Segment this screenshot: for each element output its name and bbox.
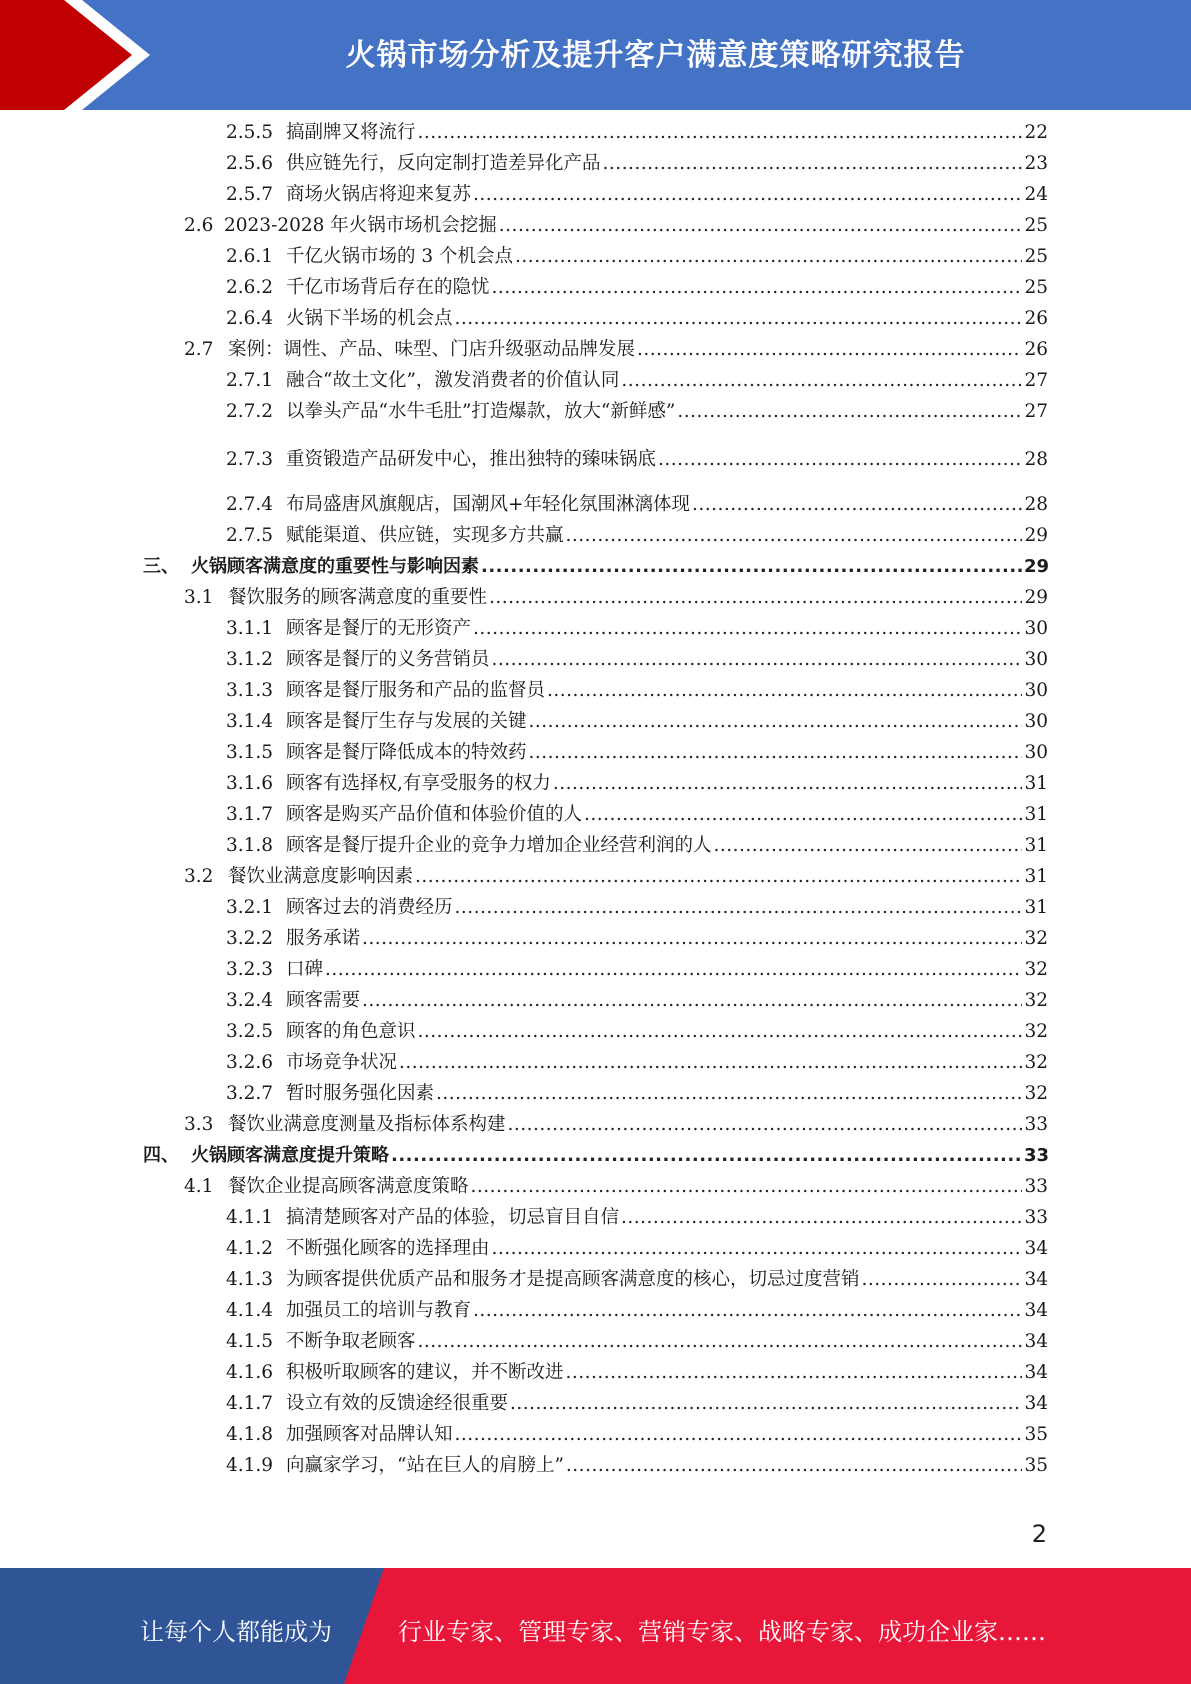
toc-entry[interactable]: [226, 1387, 1048, 1415]
toc-entry-number: 3.1.2: [226, 649, 274, 670]
toc-entry-page: 30: [1024, 742, 1048, 763]
toc-entry-page: 34: [1024, 1362, 1048, 1383]
toc-entry-number: 2.5.7: [226, 184, 274, 205]
toc-entry-number: 2.5.6: [226, 153, 274, 174]
toc-entry[interactable]: [226, 891, 1048, 919]
toc-entry-page: 29: [1024, 587, 1048, 608]
toc-entry-title: 供应链先行，反向定制打造差异化产品: [286, 153, 601, 174]
toc-leader-dots: [492, 649, 1022, 671]
toc-leader-dots: [391, 1145, 1022, 1167]
toc-entry-number: 4.1: [184, 1176, 214, 1197]
toc-entry-title: 融合“故土文化”，激发消费者的价值认同: [286, 370, 620, 391]
toc-entry-title: 口碑: [286, 959, 324, 980]
toc-entry-page: 25: [1024, 277, 1048, 298]
toc-entry-title: 加强员工的培训与教育: [286, 1300, 472, 1321]
toc-leader-dots: [473, 618, 1022, 640]
toc-leader-dots: [621, 370, 1022, 392]
toc-entry-title: 火锅顾客满意度提升策略: [191, 1145, 389, 1166]
toc-entry-title: 重资锻造产品研发中心，推出独特的臻味锅底: [286, 449, 657, 470]
toc-entry[interactable]: [226, 395, 1048, 423]
toc-entry-title: 积极听取顾客的建议，并不断改进: [286, 1362, 564, 1383]
toc-entry-page: 32: [1024, 959, 1048, 980]
toc-entry-number: 3.2.4: [226, 990, 274, 1011]
toc-entry[interactable]: [226, 488, 1048, 516]
toc-leader-dots: [481, 556, 1022, 578]
toc-entry-number: 3.2.3: [226, 959, 274, 980]
toc-entry-page: 34: [1024, 1393, 1048, 1414]
toc-entry[interactable]: [143, 550, 1048, 578]
toc-entry-title: 加强顾客对品牌认知: [286, 1424, 453, 1445]
toc-entry-title: 暂时服务强化因素: [286, 1083, 435, 1104]
toc-entry-title: 服务承诺: [286, 928, 361, 949]
toc-leader-dots: [566, 1362, 1022, 1384]
toc-entry-page: 28: [1024, 494, 1048, 515]
toc-entry-number: 3.1.3: [226, 680, 274, 701]
toc-entry[interactable]: [184, 1170, 1048, 1198]
toc-entry-number: 2.7.2: [226, 401, 274, 422]
toc-entry-page: 34: [1024, 1238, 1048, 1259]
toc-entry[interactable]: [226, 364, 1048, 392]
toc-entry-title: 顾客是餐厅提升企业的竞争力增加企业经营利润的人: [286, 835, 712, 856]
toc-entry-page: 33: [1024, 1207, 1048, 1228]
toc-leader-dots: [415, 866, 1022, 888]
toc-entry-title: 顾客过去的消费经历: [286, 897, 453, 918]
toc-entry-title: 不断强化顾客的选择理由: [286, 1238, 490, 1259]
toc-leader-dots: [489, 587, 1022, 609]
toc-entry-number: 4.1.2: [226, 1238, 274, 1259]
toc-entry[interactable]: [226, 519, 1048, 547]
toc-entry-title: 千亿火锅市场的 3 个机会点: [286, 246, 514, 267]
toc-entry-number: 4.1.3: [226, 1269, 274, 1290]
toc-entry[interactable]: [226, 1325, 1048, 1353]
toc-entry[interactable]: [226, 1356, 1048, 1384]
toc-entry-number: 3.1.6: [226, 773, 274, 794]
toc-entry-title: 顾客是购买产品价值和体验价值的人: [286, 804, 583, 825]
toc-entry-page: 35: [1024, 1455, 1048, 1476]
toc-entry-page: 29: [1024, 525, 1048, 546]
toc-entry-title: 餐饮服务的顾客满意度的重要性: [228, 587, 488, 608]
toc-entry-title: 案例：调性、产品、味型、门店升级驱动品牌发展: [228, 339, 636, 360]
footer-slogan-right: 行业专家、管理专家、营销专家、战略专家、成功企业家……: [398, 1618, 1046, 1646]
toc-leader-dots: [677, 401, 1022, 423]
toc-entry-page: 32: [1024, 1021, 1048, 1042]
toc-entry-number: 2.7: [184, 339, 214, 360]
toc-entry[interactable]: [184, 860, 1048, 888]
toc-entry[interactable]: [226, 443, 1048, 471]
toc-entry-page: 27: [1024, 370, 1048, 391]
toc-entry[interactable]: [226, 147, 1048, 175]
toc-entry-page: 25: [1024, 215, 1048, 236]
toc-entry-title: 以拳头产品“水牛毛肚”打造爆款，放大“新鲜感”: [286, 401, 676, 422]
toc-entry-title: 商场火锅店将迎来复苏: [286, 184, 472, 205]
toc-entry[interactable]: [226, 736, 1048, 764]
toc-leader-dots: [547, 680, 1022, 702]
toc-entry-number: 4.1.7: [226, 1393, 274, 1414]
toc-entry[interactable]: [226, 767, 1048, 795]
toc-leader-dots: [473, 184, 1022, 206]
toc-entry[interactable]: [226, 922, 1048, 950]
toc-entry-number: 2.6.1: [226, 246, 274, 267]
toc-leader-dots: [362, 990, 1022, 1012]
toc-leader-dots: [584, 804, 1022, 826]
toc-entry-number: 2.7.1: [226, 370, 274, 391]
toc-leader-dots: [508, 1114, 1022, 1136]
toc-leader-dots: [529, 742, 1022, 764]
toc-entry-title: 餐饮企业提高顾客满意度策略: [228, 1176, 469, 1197]
toc-entry-title: 顾客的角色意识: [286, 1021, 416, 1042]
toc-entry-page: 31: [1024, 897, 1048, 918]
toc-leader-dots: [418, 1021, 1022, 1043]
toc-entry-number: 2.5.5: [226, 122, 274, 143]
toc-entry[interactable]: [226, 1077, 1048, 1105]
toc-entry-title: 赋能渠道、供应链，实现多方共赢: [286, 525, 564, 546]
toc-entry-number: 4.1.6: [226, 1362, 274, 1383]
toc-leader-dots: [499, 215, 1022, 237]
toc-entry-title: 搞副牌又将流行: [286, 122, 416, 143]
toc-entry[interactable]: [226, 116, 1048, 144]
toc-entry-title: 顾客是餐厅降低成本的特效药: [286, 742, 527, 763]
toc-entry-number: 4.1.4: [226, 1300, 274, 1321]
toc-leader-dots: [455, 308, 1022, 330]
toc-entry-number: 3.2.7: [226, 1083, 274, 1104]
toc-entry-page: 33: [1024, 1145, 1050, 1166]
toc-entry[interactable]: [226, 953, 1048, 981]
toc-entry-page: 31: [1024, 773, 1048, 794]
toc-entry-page: 35: [1024, 1424, 1048, 1445]
toc-entry[interactable]: [226, 1232, 1048, 1260]
toc-leader-dots: [471, 1176, 1022, 1198]
toc-entry-page: 31: [1024, 835, 1048, 856]
toc-entry[interactable]: [226, 1263, 1048, 1291]
toc-entry-page: 32: [1024, 1052, 1048, 1073]
toc-entry-number: 2.7.4: [226, 494, 274, 515]
toc-entry-page: 24: [1024, 184, 1048, 205]
toc-entry-title: 餐饮业满意度测量及指标体系构建: [228, 1114, 506, 1135]
report-header: [0, 0, 1191, 110]
footer-slogan-left: 让每个人都能成为: [140, 1618, 332, 1646]
toc-entry-page: 34: [1024, 1331, 1048, 1352]
toc-entry-number: 4.1.8: [226, 1424, 274, 1445]
toc-entry-title: 设立有效的反馈途经很重要: [286, 1393, 509, 1414]
toc-leader-dots: [566, 525, 1022, 547]
toc-entry-page: 34: [1024, 1300, 1048, 1321]
toc-entry-number: 2.6.4: [226, 308, 274, 329]
toc-entry-number: 3.2.6: [226, 1052, 274, 1073]
toc-entry-page: 31: [1024, 866, 1048, 887]
report-title: 火锅市场分析及提升客户满意度策略研究报告: [345, 38, 966, 73]
toc-entry-number: 3.1.4: [226, 711, 274, 732]
toc-leader-dots: [418, 1331, 1022, 1353]
toc-entry[interactable]: [226, 1294, 1048, 1322]
toc-entry[interactable]: [226, 302, 1048, 330]
toc-entry[interactable]: [226, 1201, 1048, 1229]
toc-entry-page: 26: [1024, 308, 1048, 329]
toc-leader-dots: [603, 153, 1022, 175]
toc-entry-title: 顾客是餐厅生存与发展的关键: [286, 711, 527, 732]
toc-entry-title: 不断争取老顾客: [286, 1331, 416, 1352]
toc-leader-dots: [621, 1207, 1022, 1229]
toc-entry-number: 3.1: [184, 587, 214, 608]
toc-entry-page: 25: [1024, 246, 1048, 267]
toc-entry-number: 3.2.1: [226, 897, 274, 918]
toc-entry-page: 30: [1024, 618, 1048, 639]
toc-entry[interactable]: [226, 829, 1048, 857]
page-number: 2: [1031, 1520, 1047, 1548]
toc-leader-dots: [399, 1052, 1022, 1074]
toc-leader-dots: [436, 1083, 1022, 1105]
toc-entry-title: 顾客是餐厅的义务营销员: [286, 649, 490, 670]
toc-leader-dots: [455, 897, 1022, 919]
toc-entry-page: 29: [1024, 556, 1050, 577]
toc-entry-number: 3.1.7: [226, 804, 274, 825]
toc-entry-title: 向赢家学习，“站在巨人的肩膀上”: [286, 1455, 564, 1476]
toc-leader-dots: [658, 449, 1022, 471]
toc-entry-title: 为顾客提供优质产品和服务才是提高顾客满意度的核心，切忌过度营销: [286, 1269, 860, 1290]
toc-entry-number: 2.7.5: [226, 525, 274, 546]
toc-entry-title: 顾客是餐厅服务和产品的监督员: [286, 680, 546, 701]
toc-entry[interactable]: [184, 1108, 1048, 1136]
toc-entry-title: 餐饮业满意度影响因素: [228, 866, 414, 887]
toc-entry-number: 2.6: [184, 215, 214, 236]
toc-entry-page: 30: [1024, 680, 1048, 701]
toc-entry[interactable]: [184, 209, 1048, 237]
toc-leader-dots: [418, 122, 1022, 144]
toc-entry-page: 23: [1024, 153, 1048, 174]
toc-entry-title: 2023-2028 年火锅市场机会挖掘: [224, 215, 497, 236]
toc-entry-number: 四、: [143, 1145, 179, 1166]
toc-entry[interactable]: [226, 1418, 1048, 1446]
toc-leader-dots: [862, 1269, 1022, 1291]
toc-entry-number: 4.1.1: [226, 1207, 274, 1228]
toc-leader-dots: [492, 1238, 1022, 1260]
toc-leader-dots: [492, 277, 1022, 299]
toc-entry-title: 搞清楚顾客对产品的体验，切忌盲目自信: [286, 1207, 620, 1228]
toc-entry-page: 30: [1024, 649, 1048, 670]
toc-leader-dots: [566, 1455, 1022, 1477]
toc-leader-dots: [325, 959, 1022, 981]
toc-leader-dots: [692, 494, 1022, 516]
toc-entry[interactable]: [184, 333, 1048, 361]
toc-entry-page: 33: [1024, 1176, 1048, 1197]
toc-leader-dots: [473, 1300, 1022, 1322]
toc-leader-dots: [553, 773, 1022, 795]
toc-entry-title: 火锅顾客满意度的重要性与影响因素: [191, 556, 479, 577]
toc-entry[interactable]: [226, 643, 1048, 671]
toc-entry-title: 市场竞争状况: [286, 1052, 398, 1073]
toc-entry[interactable]: [226, 705, 1048, 733]
toc-entry-page: 34: [1024, 1269, 1048, 1290]
toc-entry-number: 3.2.5: [226, 1021, 274, 1042]
toc-entry-number: 3.3: [184, 1114, 214, 1135]
toc-entry-title: 千亿市场背后存在的隐忧: [286, 277, 490, 298]
toc-entry-title: 顾客有选择权,有享受服务的权力: [286, 773, 551, 794]
toc-entry-page: 32: [1024, 990, 1048, 1011]
toc-entry[interactable]: [226, 984, 1048, 1012]
toc-entry-page: 22: [1024, 122, 1048, 143]
toc-entry-page: 32: [1024, 1083, 1048, 1104]
toc-entry[interactable]: [226, 1449, 1048, 1477]
toc-entry-number: 2.7.3: [226, 449, 274, 470]
toc-entry-page: 30: [1024, 711, 1048, 732]
toc-entry-page: 27: [1024, 401, 1048, 422]
toc-entry-number: 3.2: [184, 866, 214, 887]
toc-entry-page: 33: [1024, 1114, 1048, 1135]
toc-leader-dots: [637, 339, 1022, 361]
toc-entry-number: 3.2.2: [226, 928, 274, 949]
toc-entry[interactable]: [226, 612, 1048, 640]
toc-leader-dots: [455, 1424, 1022, 1446]
toc-entry[interactable]: [226, 1015, 1048, 1043]
toc-leader-dots: [529, 711, 1022, 733]
toc-entry-number: 3.1.5: [226, 742, 274, 763]
toc-entry-page: 26: [1024, 339, 1048, 360]
toc-entry-page: 28: [1024, 449, 1048, 470]
toc-entry-number: 4.1.5: [226, 1331, 274, 1352]
toc-entry-number: 4.1.9: [226, 1455, 274, 1476]
toc-entry-number: 3.1.8: [226, 835, 274, 856]
toc-entry[interactable]: [226, 674, 1048, 702]
toc-entry[interactable]: [226, 240, 1048, 268]
toc-entry-title: 火锅下半场的机会点: [286, 308, 453, 329]
toc-entry[interactable]: [226, 271, 1048, 299]
toc-entry-number: 3.1.1: [226, 618, 274, 639]
toc-entry-page: 31: [1024, 804, 1048, 825]
toc-entry[interactable]: [226, 178, 1048, 206]
toc-entry[interactable]: [143, 1139, 1048, 1167]
toc-entry[interactable]: [226, 1046, 1048, 1074]
footer-banner: [0, 1568, 1191, 1684]
toc-entry[interactable]: [184, 581, 1048, 609]
toc-leader-dots: [362, 928, 1022, 950]
toc-entry-number: 2.6.2: [226, 277, 274, 298]
toc-leader-dots: [510, 1393, 1022, 1415]
toc-leader-dots: [515, 246, 1022, 268]
toc-entry-page: 32: [1024, 928, 1048, 949]
toc-entry-title: 顾客需要: [286, 990, 361, 1011]
toc-entry-number: 三、: [143, 556, 179, 577]
toc-entry[interactable]: [226, 798, 1048, 826]
toc-leader-dots: [714, 835, 1022, 857]
toc-entry-title: 顾客是餐厅的无形资产: [286, 618, 472, 639]
toc-entry-title: 布局盛唐风旗舰店，国潮风+年轻化氛围淋漓体现: [286, 494, 691, 515]
